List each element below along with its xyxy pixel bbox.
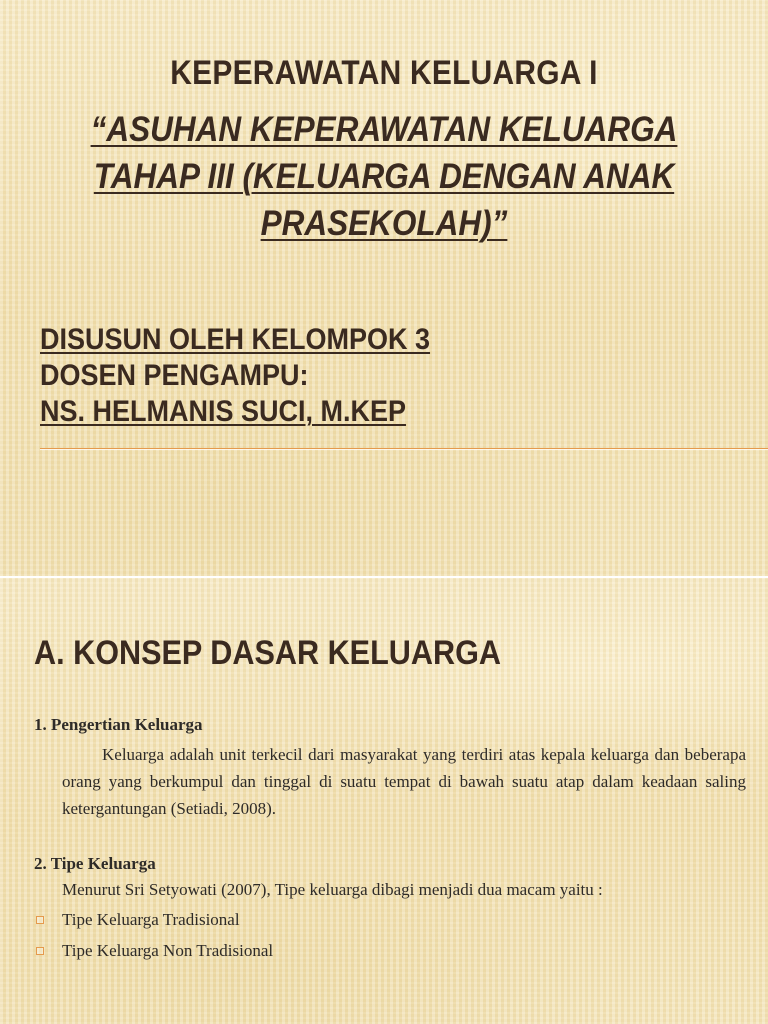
slide-heading: A. KONSEP DASAR KELUARGA — [34, 634, 501, 672]
lecturer-name: NS. HELMANIS SUCI, M.KEP — [40, 395, 407, 428]
subtitle-line: TAHAP III (KELUARGA DENGAN ANAK — [93, 157, 675, 196]
section-heading: 2. Tipe Keluarga — [34, 854, 156, 873]
lecturer-label: DOSEN PENGAMPU: — [40, 359, 309, 392]
section-paragraph: Keluarga adalah unit terkecil dari masyarakat yang terdiri atas kepala keluarga dan beberapa orang yang berkumpul dan tinggal di suatu tempat di bawah suatu atap dalam keadaan saling ketergantungan (Setiadi, 2008). — [62, 745, 746, 818]
subtitle-line: PRASEKOLAH)” — [260, 204, 508, 243]
list-item — [34, 904, 746, 935]
credits-block — [40, 322, 544, 430]
section-pengertian — [34, 715, 746, 822]
content-slide — [0, 578, 768, 1024]
section-intro: Menurut Sri Setyowati (2007), Tipe keluarga dibagi menjadi dua macam yaitu : — [62, 880, 603, 899]
slide-title: KEPERAWATAN KELUARGA I — [170, 54, 598, 92]
section-heading: 1. Pengertian Keluarga — [34, 715, 203, 734]
list-item-label: Tipe Keluarga Non Tradisional — [62, 940, 274, 960]
subtitle-line: “ASUHAN KEPERAWATAN KELUARGA — [90, 110, 678, 149]
divider-shadow — [40, 449, 768, 450]
square-bullet-icon — [36, 947, 44, 955]
square-bullet-icon — [36, 916, 44, 924]
list-item-label: Tipe Keluarga Tradisional — [62, 909, 240, 929]
group-line: DISUSUN OLEH KELOMPOK 3 — [40, 323, 431, 356]
slide-subtitle — [60, 106, 708, 247]
section-tipe — [34, 854, 746, 966]
list-item — [34, 935, 746, 966]
